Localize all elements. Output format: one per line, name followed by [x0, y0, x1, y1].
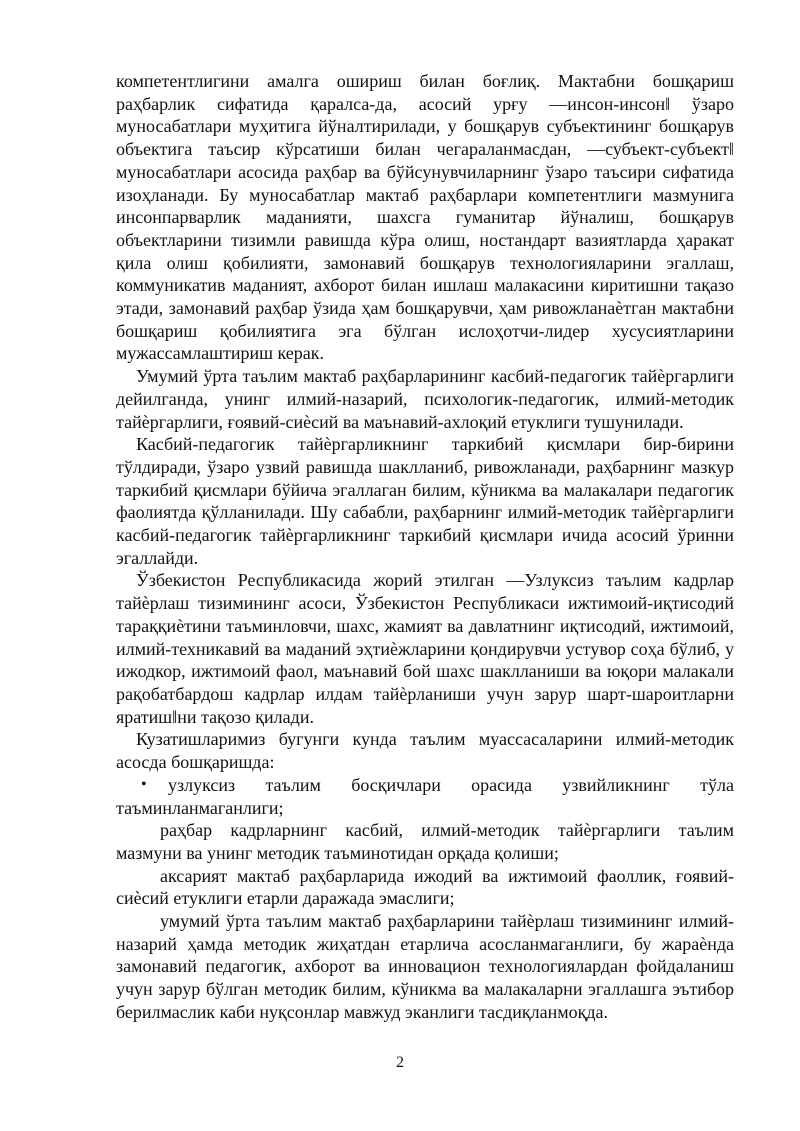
page-number: 2 — [396, 1054, 404, 1071]
list-item: умумий ўрта таълим мактаб раҳбарларини тайѐрлаш тизимининг илмий-назарий ҳамда методик жиҳатдан етарлича асосланмаганлиги, бу жараѐнда замонавий педагогик, ахборот ва инновацион технологиялардан фойдаланиш учун зарур бўлган методик билим, кўникма ва малакаларни эгаллашга эътибор берилмаслик каби нуқсонлар мавжуд эканлиги тасдиқланмоқда. — [116, 911, 734, 1022]
bullet-icon: • — [141, 775, 147, 793]
paragraph: Умумий ўрта таълим мактаб раҳбарларининг касбий-педагогик тайѐргарлиги дейилганда, унинг илмий-назарий, психологик-педагогик, илмий-методик тайѐргарлиги, ғоявий-сиѐсий ва маънавий-ахлоқий етуклиги тушунилади. — [116, 366, 734, 432]
document-page — [116, 70, 734, 1024]
list-item-text: узлуксиз таълим босқичлари орасида узвийликнинг тўла таъминланмаганлиги; — [116, 774, 734, 818]
paragraph: компетентлигини амалга ошириш билан боғлиқ. Мактабни бошқариш раҳбарлик сифатида қаралса-да, асосий урғу ―инсон-инсон‖ ўзаро муносабатлари муҳитига йўналтирилади, у бошқарув субъектининг бошқарув объектига таъсир кўрсатиши билан чегараланмасдан, ―субъект-субъект‖ муносабатлари асосида раҳбар ва бўйсунувчиларнинг ўзаро таъсири сифатида изоҳланади. Бу муносабатлар мактаб раҳбарлари компетентлиги мазмунига инсонпарварлик маданияти, шахсга гуманитар йўналиш, бошқарув объектларини тизимли равишда кўра олиш, ностандарт вазиятларда ҳаракат қила олиш қобилияти, замонавий бошқарув технологияларини эгаллаш, коммуникатив маданият, ахборот билан ишлаш малакасини киритишни тақазо этади, замонавий раҳбар ўзида ҳам бошқарувчи, ҳам ривожланаѐтган мактабни бошқариш қобилиятига эга бўлган ислоҳотчи-лидер хусусиятларини мужассамлаштириш керак. — [116, 71, 734, 364]
list-item — [116, 774, 734, 819]
paragraph: Ўзбекистон Республикасида жорий этилган ―Узлуксиз таълим кадрлар тайѐрлаш тизимининг асоси, Ўзбекистон Республикаси ижтимоий-иқтисодий тараққиѐтини таъминловчи, шахс, жамият ва давлатнинг иқтисодий, ижтимоий, илмий-техникавий ва маданий эҳтиѐжларини қондирувчи устувор соҳа бўлиб, у ижодкор, ижтимоий фаол, маънавий бой шахс шаклланиши ва юқори малакали рақобатбардош кадрлар илдам тайѐрланиши учун зарур шарт-шароитларни яратиш‖ни тақозо қилади. — [116, 570, 734, 727]
paragraph: Кузатишларимиз бугунги кунда таълим муассасаларини илмий-методик асосда бошқаришда: — [116, 729, 734, 773]
paragraph: Касбий-педагогик тайѐргарликнинг таркибий қисмлари бир-бирини тўлдиради, ўзаро узвий равишда шаклланиб, ривожланади, раҳбарнинг мазкур таркибий қисмлари бўйича эгаллаган билим, кўникма ва малакалари педагогик фаолиятда қўлланилади. Шу сабабли, раҳбарнинг илмий-методик тайѐргарлиги касбий-педагогик тайѐргарликнинг таркибий қисмлари ичида асосий ўринни эгаллайди. — [116, 434, 734, 568]
list-item: раҳбар кадрларнинг касбий, илмий-методик тайѐргарлиги таълим мазмуни ва унинг методик таъминотидан орқада қолиши; — [116, 820, 734, 863]
list-item: аксарият мактаб раҳбарларида ижодий ва ижтимоий фаоллик, ғоявий-сиѐсий етуклиги етарли даражада эмаслиги; — [116, 865, 734, 909]
